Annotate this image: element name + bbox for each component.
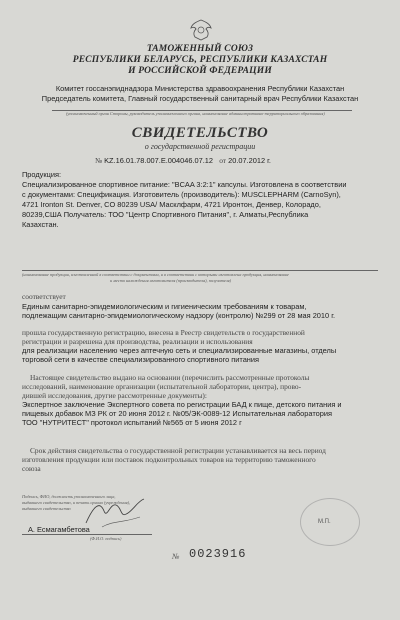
form-number: 0023916 bbox=[189, 547, 247, 561]
product-line: Казахстан. bbox=[22, 220, 59, 229]
product-line: 4721 Ironton St. Denver, CO 80239 USA/ Масклфарм, 4721 Иронтон, Денвер, Колорадо, bbox=[22, 200, 321, 209]
basis-line: дившей исследования, другие рассмотренные документы): bbox=[22, 391, 207, 400]
certificate-title: СВИДЕТЕЛЬСТВО bbox=[131, 125, 269, 141]
product-caption-line-1: (наименование продукции, изготовленной в соответствии с документами, и в соответствии с которыми изготовлена продукция, наименование bbox=[22, 272, 289, 277]
date-prefix: от bbox=[219, 156, 227, 165]
product-line: Специализированное спортивное питание: "BCAA 3:2:1" капсулы. Изготовлена в соответствии bbox=[22, 180, 347, 189]
union-title-line-2: РЕСПУБЛИКИ БЕЛАРУСЬ, РЕСПУБЛИКИ КАЗАХСТАН bbox=[72, 55, 328, 65]
compliance-line: Единым санитарно-эпидемиологическим и гигиеническим требованиям к товарам, bbox=[22, 302, 307, 311]
authority-line-2: Председатель комитета, Главный государственный санитарный врач Республики Казахстан bbox=[41, 94, 359, 103]
signatory-name-caption: (Ф.И.О. подпись) bbox=[90, 536, 122, 541]
signatory-name: А. Есмагамбетова bbox=[28, 525, 90, 534]
signature-caption-line: выдавшего свидетельство, и печать органа (учреждения), bbox=[22, 500, 131, 505]
authority-line-1: Комитет госсанэпиднадзора Министерства здравоохранения Республики Казахстан bbox=[55, 84, 345, 93]
validity-line: Срок действия свидетельства о государственной регистрации устанавливается на весь период bbox=[30, 446, 326, 455]
coat-of-arms-icon bbox=[188, 18, 214, 42]
basis-line: исследований, наименование организации (испытательной лаборатории, центра), прово- bbox=[22, 382, 302, 391]
union-title-line-1: ТАМОЖЕННЫЙ СОЮЗ bbox=[146, 44, 254, 54]
number-prefix: № bbox=[95, 156, 103, 165]
compliance-label: соответствует bbox=[22, 292, 66, 301]
certificate-number-row bbox=[95, 156, 271, 166]
stamp-label: М.П. bbox=[318, 519, 331, 525]
basis-line: ТОО "НУТРИТЕСТ" протокол испытаний №565 от 5 июня 2012 г bbox=[22, 418, 242, 427]
basis-line: Настоящее свидетельство выдано на основании (перечислить рассмотренные протоколы bbox=[30, 373, 310, 382]
product-line: с документами: Спецификация. Изготовитель (производитель): MUSCLEPHARM (CarnoSyn), bbox=[22, 190, 341, 199]
product-rule bbox=[22, 270, 378, 271]
product-label: Продукция: bbox=[22, 170, 62, 179]
union-title-line-3: И РОССИЙСКОЙ ФЕДЕРАЦИИ bbox=[128, 66, 272, 76]
validity-line: союза bbox=[22, 464, 41, 473]
signature-caption-line: Подпись, ФИО, должность уполномоченного лица, bbox=[22, 494, 116, 499]
basis-line: Экспертное заключение Экспертного совета по регистрации БАД к пище, детского питания и bbox=[22, 400, 342, 409]
registration-line: регистрации и разрешена для производства, реализации и использования bbox=[22, 337, 253, 346]
signature-caption-line: выдавшего свидетельство bbox=[22, 506, 71, 511]
certificate-subtitle: о государственной регистрации bbox=[144, 142, 256, 151]
compliance-line: подлежащим санитарно-эпидемиологическому надзору (контролю) №299 от 28 мая 2010 г. bbox=[22, 311, 336, 320]
certificate-date: 20.07.2012 г. bbox=[228, 156, 271, 165]
registration-line: для реализации населению через аптечную сеть и специализированные магазины, отделы bbox=[22, 346, 337, 355]
registration-line: торговой сети в качестве специализированного спортивного питания bbox=[22, 355, 260, 364]
registration-line: прошла государственную регистрацию, внесена в Реестр свидетельств о государственной bbox=[22, 328, 305, 337]
product-caption-line-2: и место нахождения изготовителя (производителя), получателя) bbox=[110, 278, 232, 283]
certificate-number: KZ.16.01.78.007.Е.004046.07.12 bbox=[104, 156, 214, 165]
basis-line: пищевых добавок МЗ РК от 20 июня 2012 г. №05/ЭК-0089-12 Испытательная лаборатория bbox=[22, 409, 332, 418]
product-line: 80239,США Получатель: ТОО "Центр Спортивного Питания", г. Алматы,Республика bbox=[22, 210, 309, 219]
authority-caption: (уполномоченный орган Стороны, руководитель уполномоченного органа, наименование административно-территориального образования) bbox=[66, 111, 325, 116]
handwritten-signature bbox=[82, 493, 148, 533]
validity-line: изготовления продукции или поставок подконтрольных товаров на территорию таможенного bbox=[22, 455, 316, 464]
form-number-prefix: № bbox=[172, 552, 180, 561]
